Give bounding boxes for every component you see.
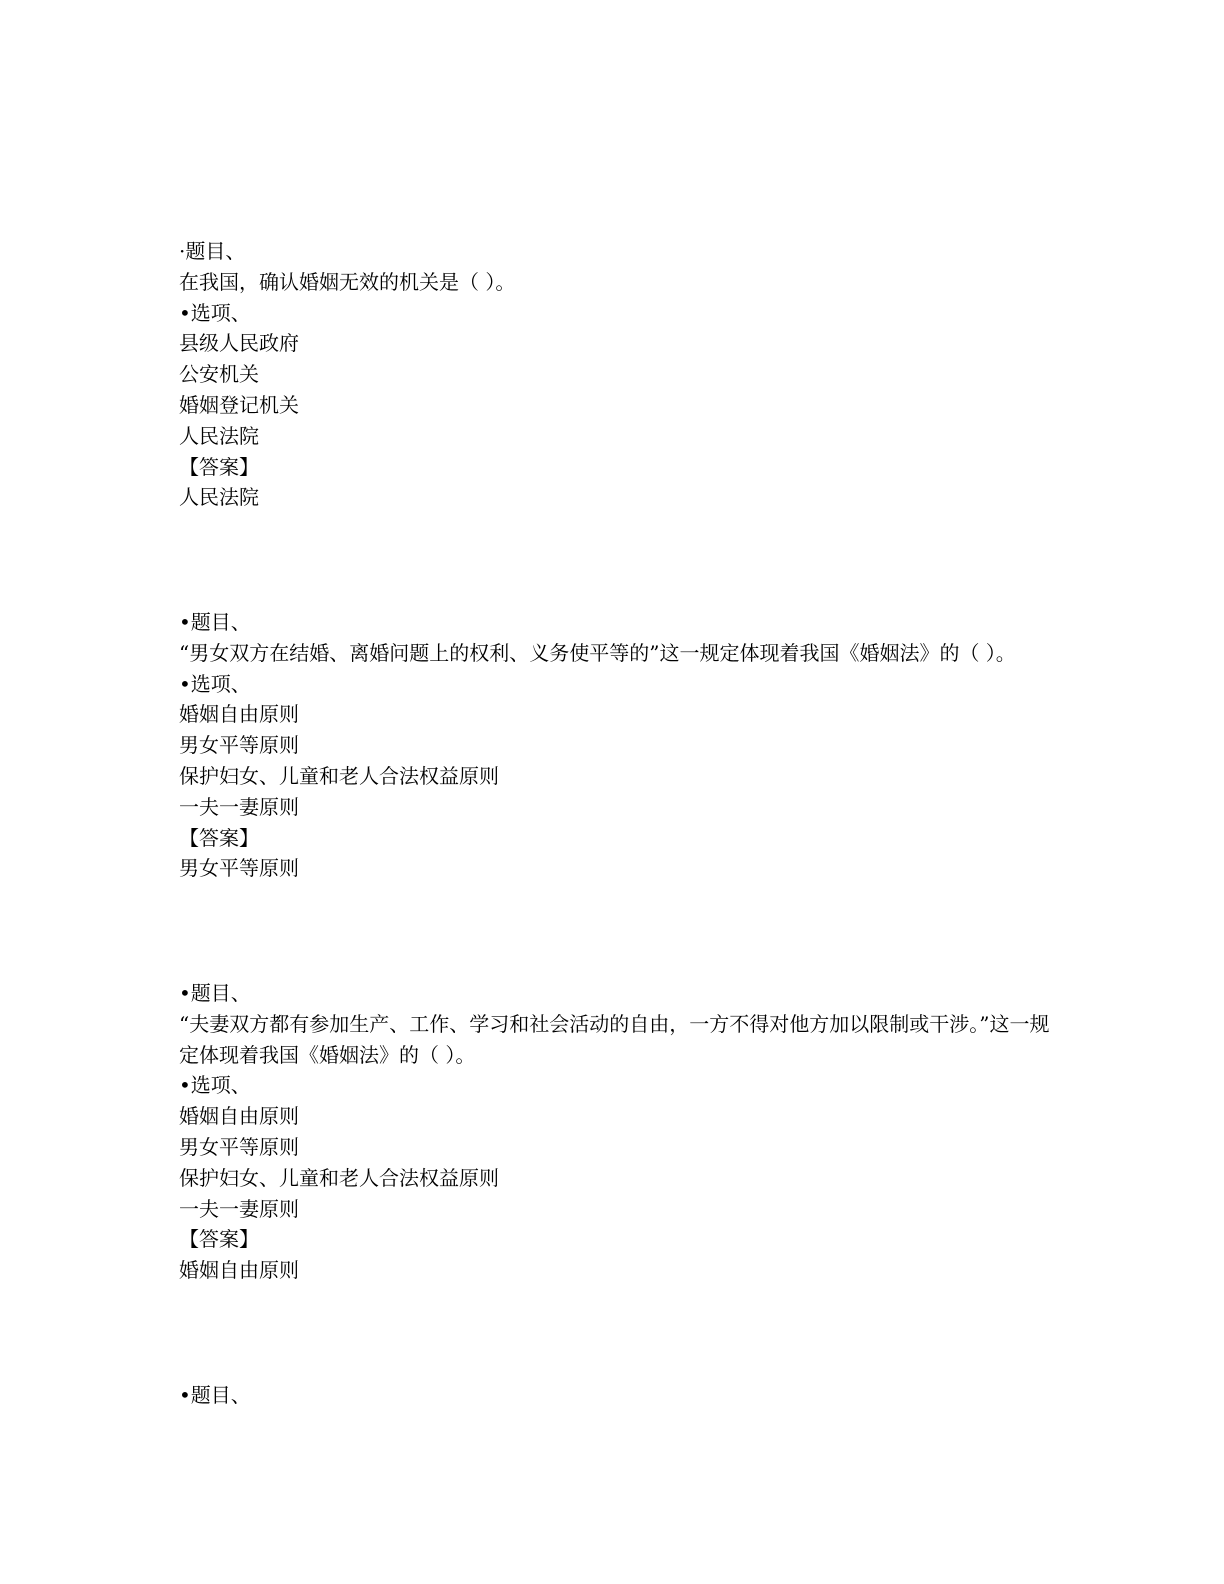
question-block-1	[179, 236, 1079, 513]
option-item: 保护妇女、儿童和老人合法权益原则	[179, 763, 499, 788]
option-item: 公安机关	[179, 362, 259, 387]
question-block-2	[179, 607, 1079, 884]
question-block-4	[179, 1380, 1079, 1411]
answer-text: 人民法院	[179, 485, 259, 510]
option-item: 婚姻自由原则	[179, 702, 299, 727]
question-text: “夫妻双方都有参加生产、工作、学习和社会活动的自由，一方不得对他方加以限制或干涉。”这一规定体现着我国《婚姻法》的（ ）。	[179, 1011, 1050, 1067]
option-item: 婚姻登记机关	[179, 392, 299, 417]
question-text: “男女双方在结婚、离婚问题上的权利、义务使平等的”这一规定体现着我国《婚姻法》的（ ）。	[179, 640, 1016, 665]
option-item: 男女平等原则	[179, 1134, 299, 1159]
question-title-label: •题目、	[179, 610, 251, 634]
options-label: •选项、	[179, 671, 251, 696]
option-item: 保护妇女、儿童和老人合法权益原则	[179, 1165, 499, 1190]
question-title-label: •题目、	[179, 1383, 251, 1407]
option-item: 婚姻自由原则	[179, 1104, 299, 1129]
option-item: 一夫一妻原则	[179, 1196, 299, 1221]
answer-label: 【答案】	[179, 1227, 259, 1252]
option-item: 人民法院	[179, 423, 259, 448]
question-title-label: ·题目、	[179, 239, 246, 263]
option-item: 一夫一妻原则	[179, 794, 299, 819]
answer-label: 【答案】	[179, 454, 259, 479]
option-item: 男女平等原则	[179, 733, 299, 758]
answer-label: 【答案】	[179, 825, 259, 850]
options-label: •选项、	[179, 1073, 251, 1098]
question-title-label: •题目、	[179, 981, 251, 1005]
answer-text: 男女平等原则	[179, 856, 299, 881]
question-text: 在我国，确认婚姻无效的机关是（ ）。	[179, 269, 516, 294]
question-block-3	[179, 978, 1079, 1286]
answer-text: 婚姻自由原则	[179, 1258, 299, 1283]
options-label: •选项、	[179, 300, 251, 325]
option-item: 县级人民政府	[179, 331, 299, 356]
